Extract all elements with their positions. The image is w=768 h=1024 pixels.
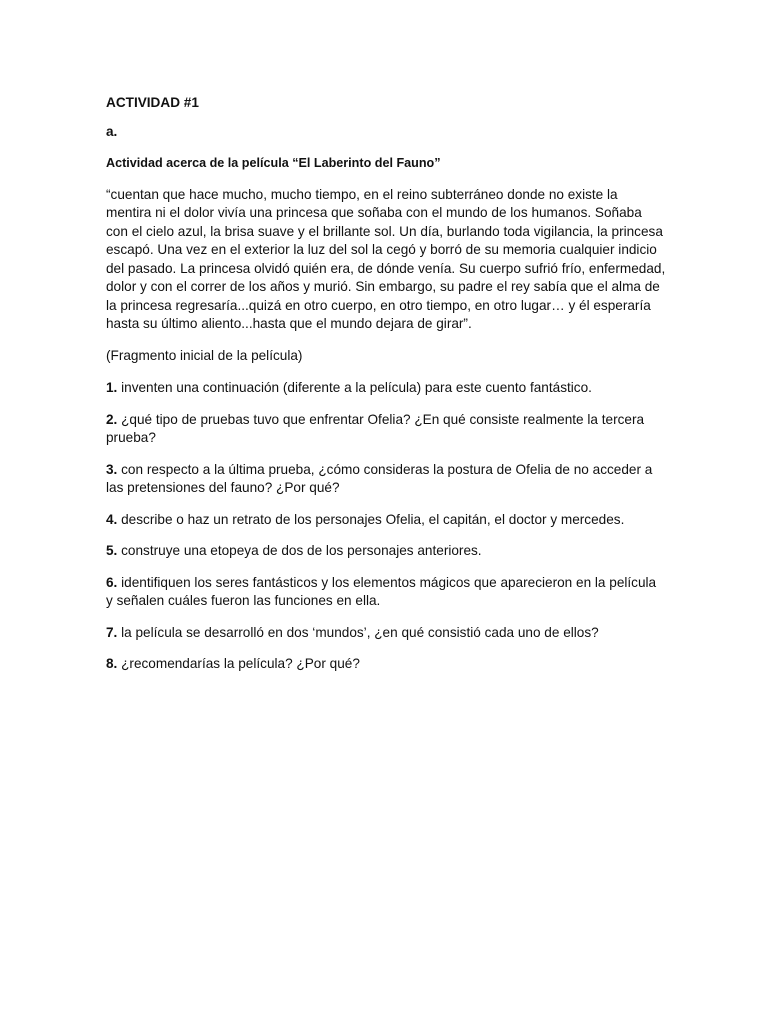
question-number: 6.	[106, 574, 118, 590]
question-number: 5.	[106, 543, 118, 558]
question-number: 1.	[106, 380, 118, 395]
question-8	[106, 655, 666, 674]
question-2	[106, 411, 666, 448]
question-text: ¿qué tipo de pruebas tuvo que enfrentar Ofelia? ¿En qué consiste realmente la tercera prueba?	[106, 411, 645, 445]
question-number: 8.	[106, 656, 118, 671]
question-text: describe o haz un retrato de los personajes Ofelia, el capitán, el doctor y mercedes.	[117, 511, 625, 527]
section-letter: a.	[106, 124, 118, 139]
question-text: construye una etopeya de dos de los personajes anteriores.	[117, 543, 482, 558]
activity-subtitle: Actividad acerca de la película “El Laberinto del Fauno”	[106, 156, 441, 170]
document-title: ACTIVIDAD #1	[106, 95, 199, 110]
question-text: inventen una continuación (diferente a la película) para este cuento fantástico.	[117, 380, 592, 395]
document-page	[106, 94, 666, 674]
fragment-note: (Fragmento inicial de la película)	[106, 347, 303, 363]
question-number: 4.	[106, 511, 118, 527]
question-text: ¿recomendarías la película? ¿Por qué?	[117, 656, 360, 671]
question-number: 3.	[106, 461, 118, 477]
question-7	[106, 624, 666, 643]
question-5	[106, 542, 666, 561]
question-number: 7.	[106, 624, 118, 640]
story-quote: “cuentan que hace mucho, mucho tiempo, en el reino subterráneo donde no existe la mentira ni el dolor vivía una princesa que soñaba con el mundo de los humanos. Soñaba con el cielo azul, la brisa suave y el brillante sol. Un día, burlando toda vigilancia, la princesa escapó. Una vez en el exterior la luz del sol la cegó y borró de su memoria cualquier indicio del pasado. La princesa olvidó quién era, de dónde venía. Su cuerpo sufrió frío, enfermedad, dolor y con el correr de los años y murió. Sin embargo, su padre el rey sabía que el alma de la princesa regresaría...quizá en otro cuerpo, en otro tiempo, en otro lugar… y él esperaría hasta su último aliento...hasta que el mundo dejara de girar”.	[106, 186, 666, 331]
question-6	[106, 574, 666, 611]
question-text: la película se desarrolló en dos ‘mundos’, ¿en qué consistió cada uno de ellos?	[117, 624, 599, 640]
question-text: con respecto a la última prueba, ¿cómo consideras la postura de Ofelia de no acceder a las pretensiones del fauno? ¿Por qué?	[106, 461, 653, 495]
question-1	[106, 379, 666, 398]
question-4	[106, 511, 666, 530]
question-3	[106, 461, 666, 498]
question-number: 2.	[106, 411, 118, 427]
question-text: identifiquen los seres fantásticos y los elementos mágicos que aparecieron en la película y señalen cuáles fueron las funciones en ella.	[106, 574, 657, 608]
